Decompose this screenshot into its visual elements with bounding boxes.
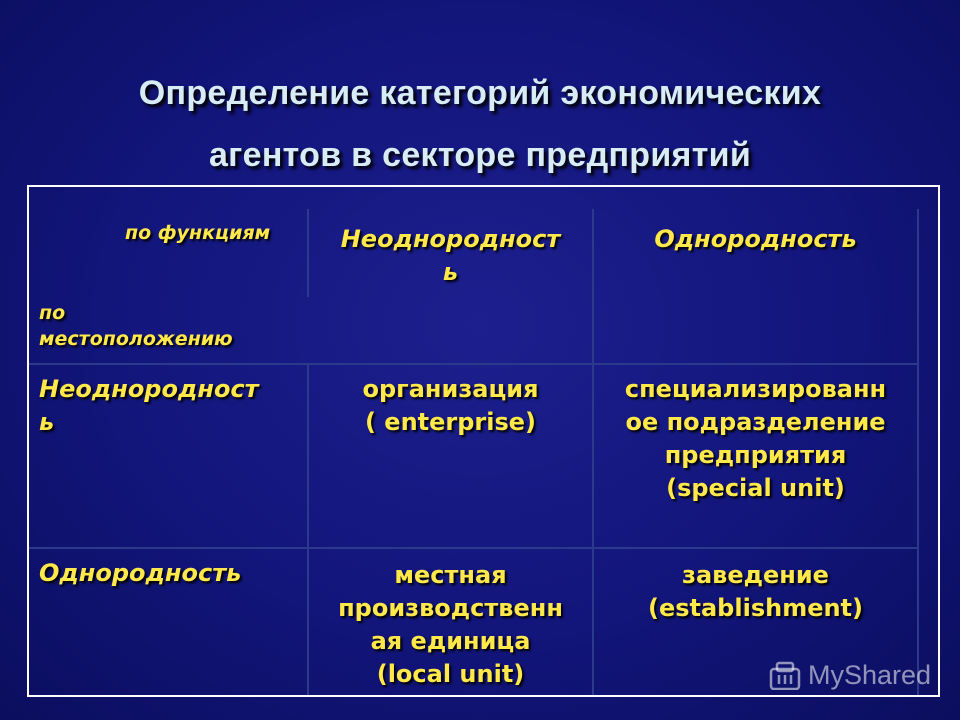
cell-special-unit-line-3: предприятия xyxy=(664,441,847,469)
myshared-watermark xyxy=(768,658,931,692)
cell-establishment-line-2: (establishment) xyxy=(647,594,863,622)
cell-special-unit-line-1: специализированн xyxy=(624,375,887,403)
cell-local-unit-line-2: производственн xyxy=(338,594,563,622)
cell-establishment-line-1: заведение xyxy=(682,561,829,589)
cell-special-unit-line-2: ое подразделение xyxy=(625,408,886,436)
title-line-1: Определение категорий экономических xyxy=(138,74,822,112)
row-header-heterogeneity-line-2: ь xyxy=(39,408,55,436)
corner-by-location-label xyxy=(39,300,299,352)
cell-enterprise-line-1: организация xyxy=(362,375,539,403)
row-header-homogeneity xyxy=(39,557,305,590)
cell-special-unit xyxy=(594,373,917,505)
corner-by-function-label: по функциям xyxy=(125,222,271,244)
corner-by-location-line-2: местоположению xyxy=(39,328,233,350)
row-header-heterogeneity-line-1: Неоднородност xyxy=(39,375,259,403)
column-header-homogeneity xyxy=(594,223,917,256)
row-divider-2 xyxy=(29,547,917,549)
column-divider-3 xyxy=(917,209,919,695)
corner-by-location-line-1: по xyxy=(39,302,66,324)
cell-local-unit-line-1: местная xyxy=(394,561,507,589)
column-header-heterogeneity-line-1: Неоднородност xyxy=(340,225,561,253)
cell-enterprise-line-2: ( enterprise) xyxy=(364,408,537,436)
column-header-heterogeneity-line-2: ь xyxy=(442,258,459,286)
column-header-homogeneity-line-1: Однородность xyxy=(654,225,857,253)
cell-special-unit-line-4: (special unit) xyxy=(666,474,845,502)
myshared-logo-icon xyxy=(768,660,802,690)
cell-enterprise xyxy=(309,373,592,439)
row-header-heterogeneity xyxy=(39,373,305,439)
cell-local-unit-line-4: (local unit) xyxy=(376,660,525,688)
cell-local-unit-line-3: ая единица xyxy=(370,627,531,655)
slide-title xyxy=(0,62,960,186)
title-line-2: агентов в секторе предприятий xyxy=(208,136,752,174)
watermark-text: MyShared xyxy=(808,659,932,690)
row-header-homogeneity-line-1: Однородность xyxy=(39,559,242,587)
row-divider-1 xyxy=(29,363,917,365)
agents-classification-table xyxy=(27,185,940,697)
cell-establishment xyxy=(594,559,917,625)
column-header-heterogeneity xyxy=(309,223,592,289)
cell-local-unit xyxy=(309,559,592,691)
